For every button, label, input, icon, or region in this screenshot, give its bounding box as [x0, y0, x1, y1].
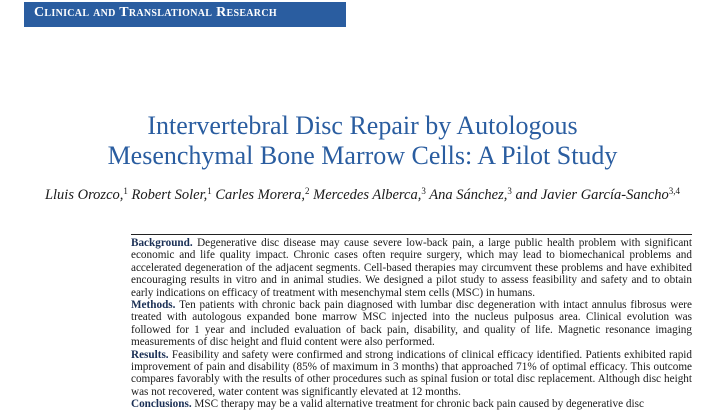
background-text: Degenerative disc disease may cause severe low-back pain, a large public health problem with significant economic and life quality impact. Chronic cases often require surgery, which may lead to biomechanical problems and accelerated degeneration of the adjacent segments. Cell-based therapies may circumvent these problems and have exhibited encouraging results in vitro and in animal studies. We designed a pilot study to assess feasibility and safety and to obtain early indications on efficacy of treatment with mesenchymal stem cells (MSC) in humans. [131, 237, 692, 299]
author-name: Carles Morera, [215, 187, 306, 203]
author-name: Mercedes Alberca, [313, 187, 422, 203]
abstract-methods [131, 299, 692, 349]
author-affiliation: 3,4 [668, 186, 681, 196]
article-title [0, 111, 725, 171]
section-banner [24, 2, 346, 27]
author-name: and Javier García-Sancho [515, 187, 669, 203]
author-name: Ana Sánchez, [429, 187, 508, 203]
abstract-conclusions [131, 398, 692, 410]
methods-heading: Methods. [131, 299, 176, 312]
author-affiliation: 3 [507, 186, 512, 196]
methods-text: Ten patients with chronic back pain diagnosed with lumbar disc degeneration with intact annulus fibrosus were treated with autologous expanded bone marrow MSC injected into the nucleus pulposus area. Clinical evolution was followed for 1 year and included evaluation of back pain, disability, and quality of life. Magnetic resonance imaging measurements of disc height and fluid content were also performed. [131, 299, 692, 349]
abstract-background [131, 237, 692, 299]
section-label: Clinical and Translational Research [34, 5, 277, 20]
conclusions-heading: Conclusions. [131, 398, 192, 411]
author-affiliation: 1 [207, 186, 212, 196]
abstract-results [131, 349, 692, 399]
author-affiliation: 3 [421, 186, 426, 196]
author-affiliation: 1 [123, 186, 128, 196]
author-list [0, 186, 725, 204]
results-text: Feasibility and safety were confirmed and strong indications of clinical efficacy identified. Patients exhibited rapid improvement of pain and disability (85% of maximum in 3 months) that approached 71% of optimal efficacy. This outcome compares favorably with the results of other procedures such as spinal fusion or total disc replacement. Although disc height was not recovered, water content was significantly elevated at 12 months. [131, 348, 692, 398]
author-name: Lluis Orozco, [44, 187, 124, 203]
author-name: Robert Soler, [131, 187, 208, 203]
author-affiliation: 2 [305, 186, 310, 196]
title-line-1: Intervertebral Disc Repair by Autologous [147, 111, 578, 140]
abstract [131, 234, 692, 411]
background-heading: Background. [131, 237, 193, 249]
results-heading: Results. [131, 348, 169, 361]
conclusions-text: MSC therapy may be a valid alternative treatment for chronic back pain caused by degenerative disc [191, 398, 644, 411]
title-line-2: Mesenchymal Bone Marrow Cells: A Pilot Study [107, 141, 618, 170]
